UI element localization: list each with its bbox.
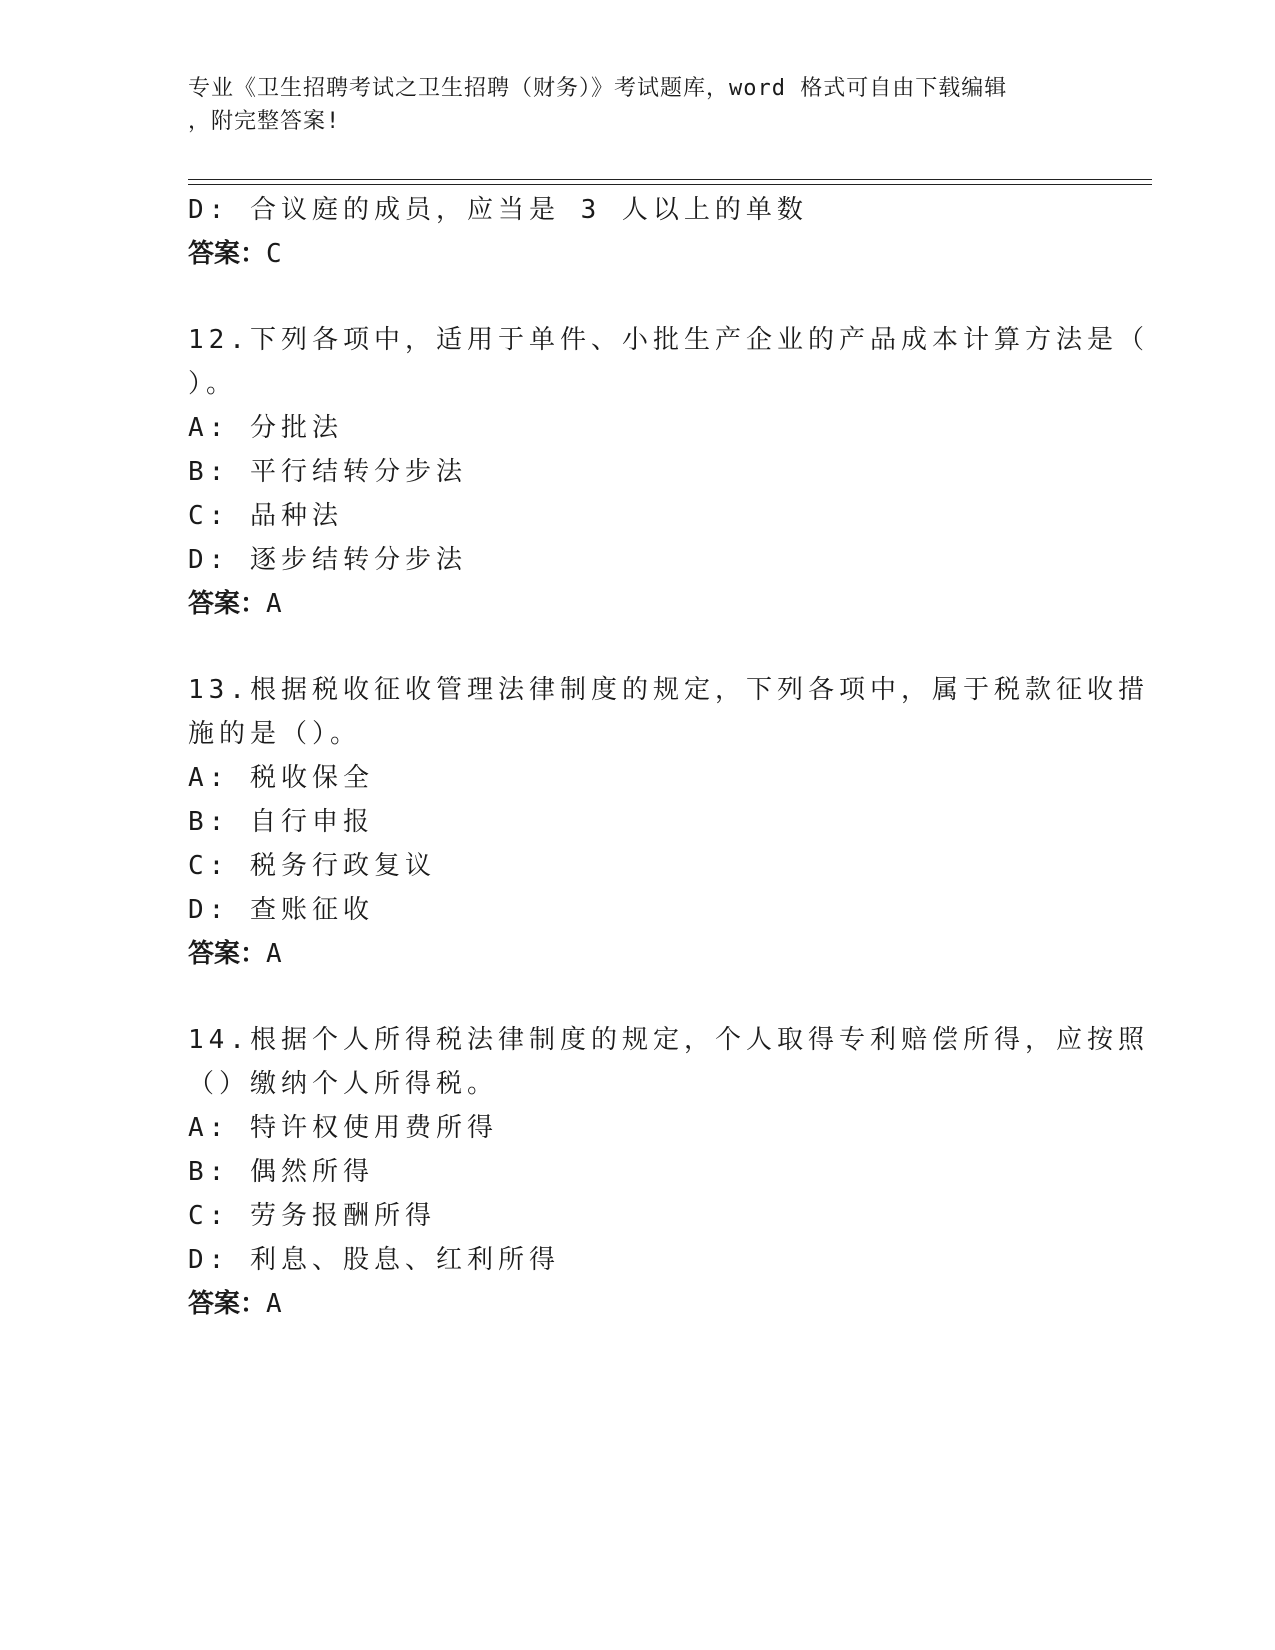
question-12-option-a: A: 分批法 <box>188 413 343 443</box>
question-13-option-c: C: 税务行政复议 <box>188 851 436 881</box>
answer-value: A <box>266 939 282 969</box>
answer-label: 答案： <box>188 939 267 969</box>
question-12-option-d: D: 逐步结转分步法 <box>188 545 467 575</box>
question-12-option-c: C: 品种法 <box>188 501 343 531</box>
prev-answer <box>188 237 282 271</box>
question-13-stem-line-1: 13.根据税收征收管理法律制度的规定，下列各项中，属于税款征收措 <box>188 675 1149 705</box>
question-13-option-b: B: 自行申报 <box>188 807 374 837</box>
question-14-option-b: B: 偶然所得 <box>188 1157 374 1187</box>
answer-value: C <box>266 239 282 269</box>
question-13-option-d: D: 查账征收 <box>188 895 374 925</box>
answer-label: 答案： <box>188 239 267 269</box>
question-12-option-b: B: 平行结转分步法 <box>188 457 467 487</box>
question-14-option-a: A: 特许权使用费所得 <box>188 1113 498 1143</box>
question-14-option-d: D: 利息、股息、红利所得 <box>188 1245 560 1275</box>
question-14-stem-line-2: （）缴纳个人所得税。 <box>188 1069 499 1099</box>
question-13-option-a: A: 税收保全 <box>188 763 374 793</box>
prev-option-d: D: 合议庭的成员，应当是 3 人以上的单数 <box>188 195 808 225</box>
answer-label: 答案： <box>188 1289 267 1319</box>
question-14-option-c: C: 劳务报酬所得 <box>188 1201 436 1231</box>
header-line-1: 专业《卫生招聘考试之卫生招聘（财务）》考试题库，word 格式可自由下载编辑 <box>188 76 1008 101</box>
question-13-stem-line-2: 施的是（）。 <box>188 719 362 749</box>
header-divider-top <box>188 179 1152 180</box>
header-divider-bottom <box>188 184 1152 185</box>
answer-value: A <box>266 1289 282 1319</box>
question-14-answer <box>188 1287 282 1321</box>
question-12-answer <box>188 587 282 621</box>
document-header <box>188 72 1068 138</box>
question-12-stem-line-2: ）。 <box>188 369 238 399</box>
question-14-stem-line-1: 14.根据个人所得税法律制度的规定，个人取得专利赔偿所得，应按照 <box>188 1025 1149 1055</box>
answer-label: 答案： <box>188 589 267 619</box>
header-line-2: ，附完整答案! <box>188 109 341 134</box>
answer-value: A <box>266 589 282 619</box>
question-12-stem-line-1: 12.下列各项中，适用于单件、小批生产企业的产品成本计算方法是（ <box>188 325 1149 355</box>
question-13-answer <box>188 937 282 971</box>
